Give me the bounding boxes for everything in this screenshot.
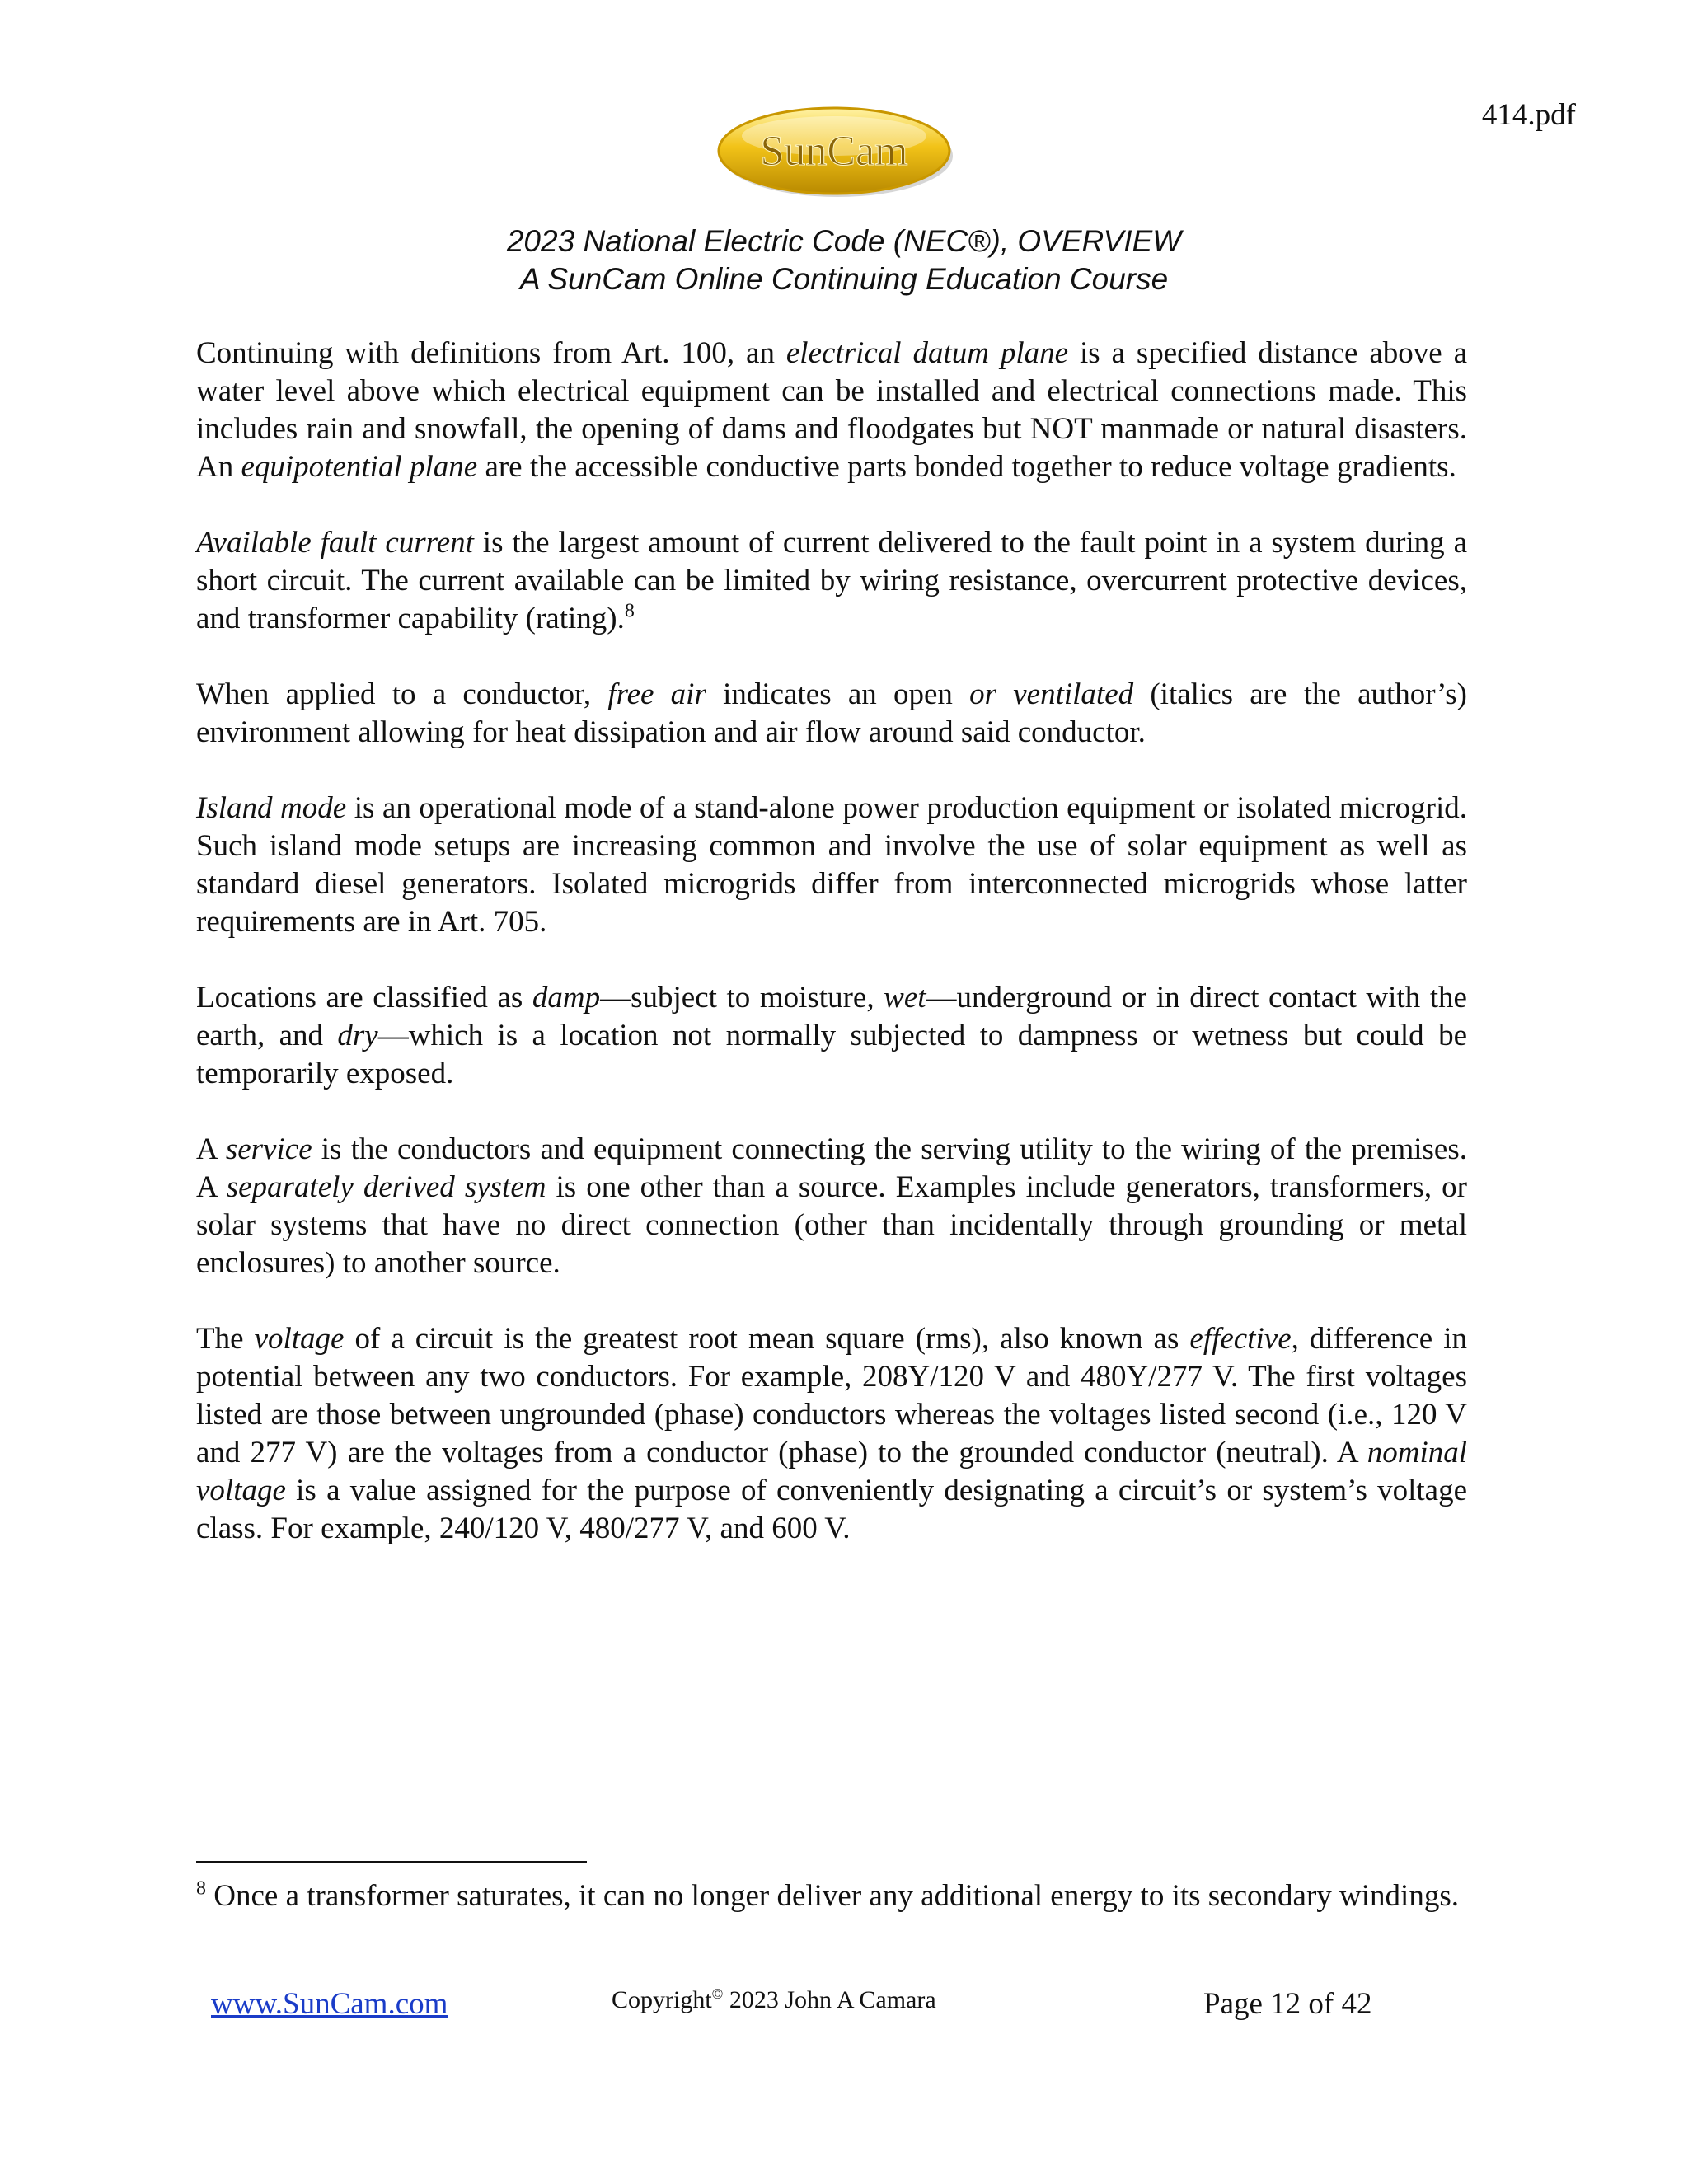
paragraph-free-air: When applied to a conductor, free air indicates an open or ventilated (italics are the author’s) environment allowing for heat dissipation and air flow around said conductor. bbox=[196, 677, 1467, 749]
footnote-number: 8 bbox=[196, 1877, 206, 1900]
term-wet: wet bbox=[884, 981, 926, 1015]
file-name: 414.pdf bbox=[1481, 98, 1576, 132]
logo-text: SunCam bbox=[760, 128, 908, 175]
paragraph-locations: Locations are classified as damp—subject to moisture, wet—underground or in direct contact with the earth, and dry—which is a location not normally subjected to dampness or wetness but could be temporarily exposed. bbox=[196, 981, 1467, 1090]
paragraph-service: A service is the conductors and equipment connecting the serving utility to the wiring of the premises. A separately derived system is one other than a source. Examples include generators, transformers, or solar systems that have no direct connection (other than incidentally through grounding or metal enclosures) to another source. bbox=[196, 1132, 1468, 1280]
course-title: 2023 National Electric Code (NEC®), OVERVIEW bbox=[506, 224, 1182, 258]
footnote-reference[interactable]: 8 bbox=[624, 600, 635, 622]
paragraph-available-fault-current: Available fault current is the largest amount of current delivered to the fault point in a system during a short circuit. The current available can be limited by wiring resistance, overcurrent protective devices, and transformer capability (rating).$^8$ bbox=[196, 526, 1467, 635]
term-separately-derived-system: separately derived system bbox=[226, 1170, 546, 1204]
term-island-mode: Island mode bbox=[196, 791, 347, 825]
page-footer bbox=[0, 1986, 1688, 2036]
term-nominal-voltage: nominal voltage bbox=[196, 1436, 1467, 1507]
term-equipotential-plane: equipotential plane bbox=[241, 450, 478, 484]
suncam-logo bbox=[715, 103, 956, 200]
term-free-air: free air bbox=[607, 677, 706, 711]
term-dry: dry bbox=[337, 1019, 378, 1052]
term-effective: effective bbox=[1189, 1322, 1292, 1356]
term-service: service bbox=[225, 1132, 312, 1166]
footnote bbox=[196, 1877, 1467, 1915]
course-header bbox=[0, 223, 1688, 298]
term-voltage: voltage bbox=[254, 1322, 345, 1356]
page-number: Page 12 of 42 bbox=[1203, 1987, 1372, 2021]
footnote-divider bbox=[196, 1861, 587, 1863]
course-subtitle: A SunCam Online Continuing Education Course bbox=[519, 262, 1169, 296]
footnote-text: Once a transformer saturates, it can no longer deliver any additional energy to its secondary windings. bbox=[206, 1879, 1459, 1913]
term-electrical-datum-plane: electrical datum plane bbox=[785, 336, 1069, 370]
term-available-fault-current: Available fault current bbox=[196, 526, 474, 560]
page-content bbox=[196, 335, 1467, 1586]
paragraph-voltage: The voltage of a circuit is the greatest root mean square (rms), also known as effective, difference in potential between any two conductors. For example, 208Y/120 V and 480Y/277 V. The first voltages listed are those between ungrounded (phase) conductors whereas the voltages listed second (i.e., 120 V and 277 V) are the voltages from a conductor (phase) to the grounded conductor (neutral). A nominal voltage is a value assigned for the purpose of conveniently designating a circuit’s or system’s voltage class. For example, 240/120 V, 480/277 V, and 600 V. bbox=[196, 1322, 1467, 1545]
copyright-notice: Copyright© 2023 John A Camara bbox=[612, 1985, 936, 2013]
term-or-ventilated: or ventilated bbox=[969, 677, 1134, 711]
paragraph-electrical-datum-plane: Continuing with definitions from Art. 100, an electrical datum plane is a specified distance above a water level above which electrical equipment can be installed and electrical connections made. This includes rain and snowfall, the opening of dams and floodgates but NOT manmade or natural disasters. An equipotential plane are the accessible conductive parts bonded together to reduce voltage gradients. bbox=[196, 336, 1468, 484]
term-damp: damp bbox=[532, 981, 601, 1015]
website-link[interactable]: www.SunCam.com bbox=[211, 1987, 448, 2021]
paragraph-island-mode: Island mode is an operational mode of a stand-alone power production equipment or isolated microgrid. Such island mode setups are increasing common and involve the use of solar equipment as well as standard diesel generators. Isolated microgrids differ from interconnected microgrids whose latter requirements are in Art. 705. bbox=[196, 791, 1467, 939]
